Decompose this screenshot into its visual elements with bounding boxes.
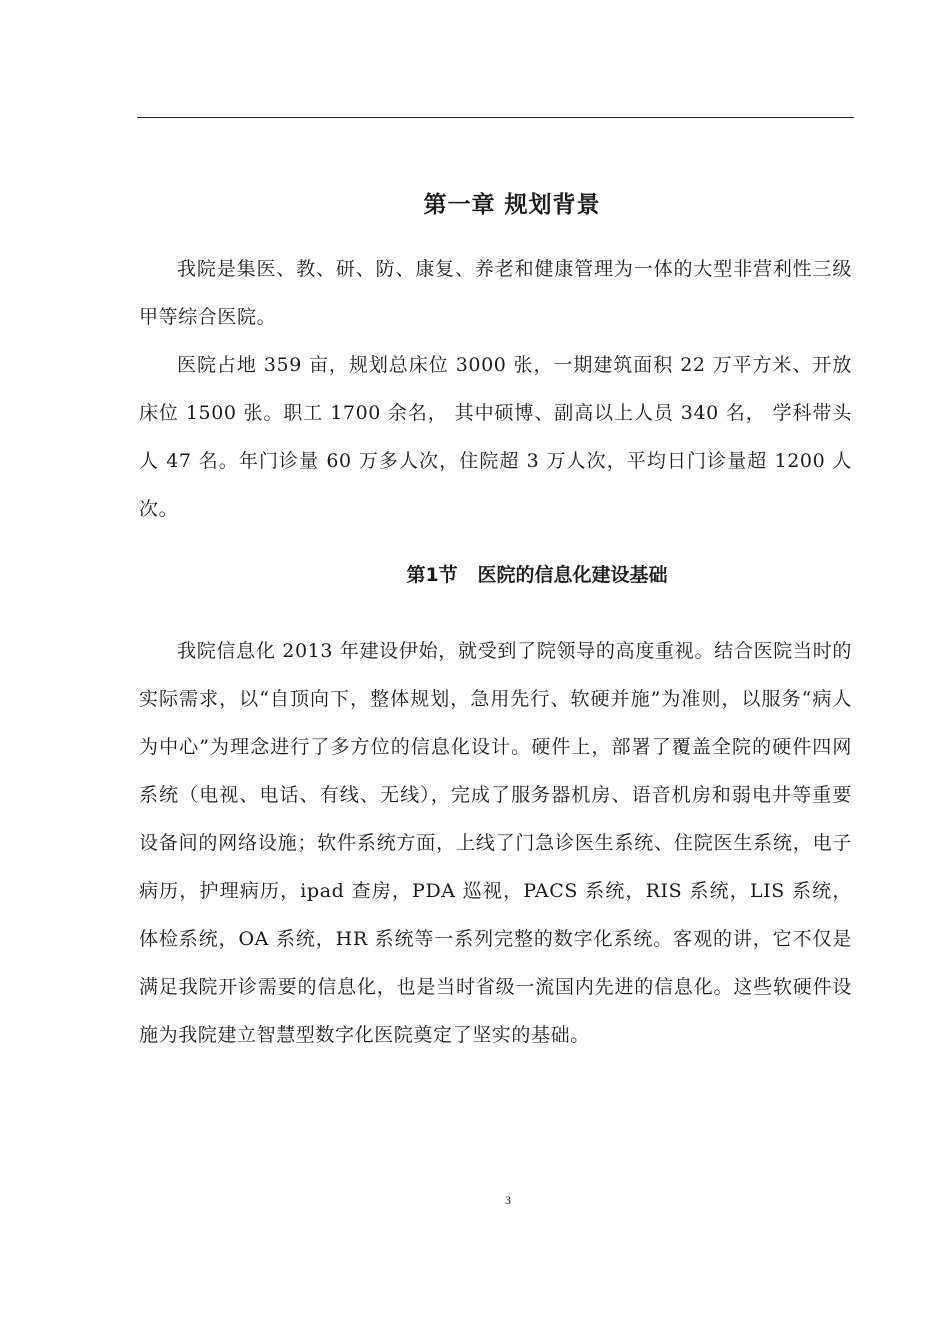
section-title: 第1节 医院的信息化建设基础 (406, 564, 668, 586)
body-paragraph-1: 我院是集医、教、研、防、康复、养老和健康管理为一体的大型非营利性三级甲等综合医院。 (139, 258, 852, 328)
body-paragraph-2: 医院占地 359 亩，规划总床位 3000 张，一期建筑面积 22 万平方米、开放床位 1500 张。职工 1700 余名， 其中硕博、副高以上人员 340 名， 学科带头人 47 名。年门诊量 60 万多人次，住院超 3 万人次，平均日门诊量超 1200 人次。 (139, 354, 852, 520)
page-number: 3 (505, 1193, 511, 1207)
header-rule (137, 117, 854, 118)
chapter-title: 第一章 规划背景 (423, 192, 601, 218)
body-paragraph-3: 我院信息化 2013 年建设伊始，就受到了院领导的高度重视。结合医院当时的实际需求，以“自顶向下，整体规划，急用先行、软硬并施”为准则，以服务“病人为中心”为理念进行了多方位的信息化设计。硬件上，部署了覆盖全院的硬件四网系统（电视、电话、有线、无线），完成了服务器机房、语音机房和弱电井等重要设备间的网络设施；软件系统方面，上线了门急诊医生系统、住院医生系统，电子病历，护理病历，ipad 查房，PDA 巡视，PACS 系统，RIS 系统，LIS 系统，体检系统，OA 系统，HR 系统等一系列完整的数字化系统。客观的讲，它不仅是满足我院开诊需要的信息化，也是当时省级一流国内先进的信息化。这些软硬件设施为我院建立智慧型数字化医院奠定了坚实的基础。 (139, 640, 852, 1046)
